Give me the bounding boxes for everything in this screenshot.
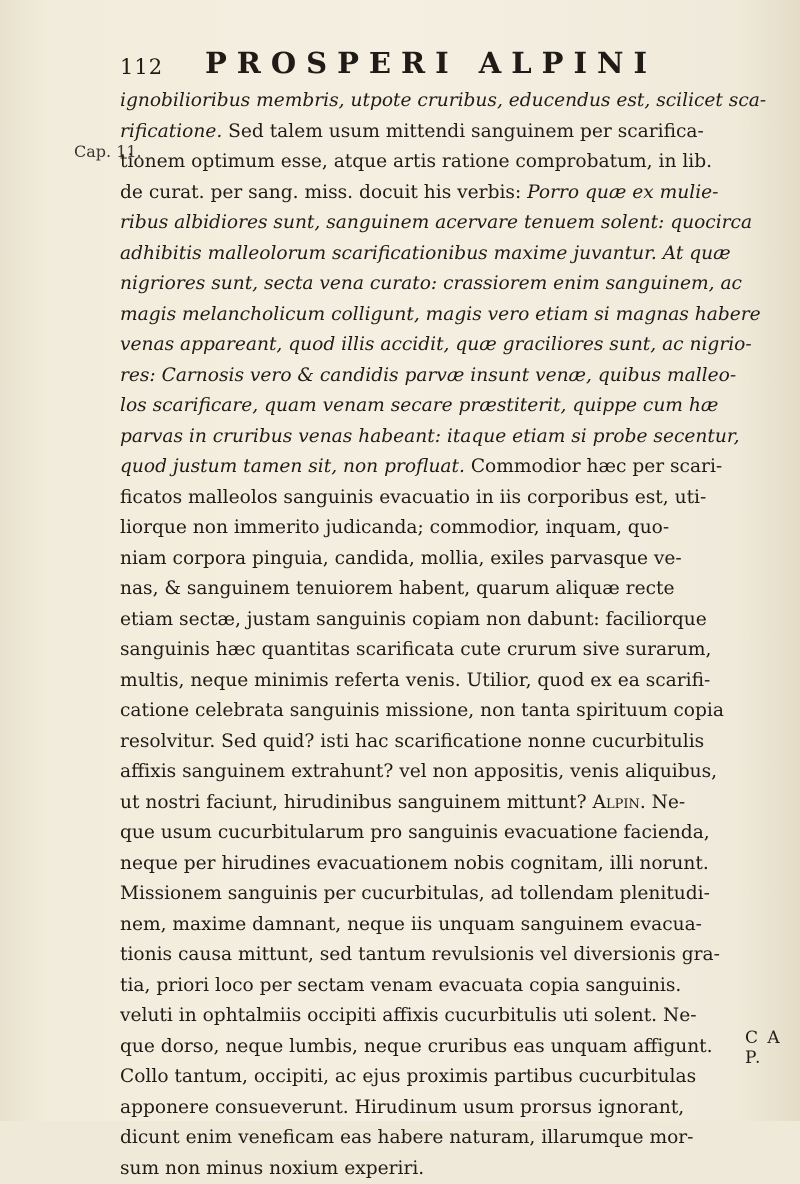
- text-segment: ignobilioribus membris, utpote cruribus, educendus est, scilicet sca-: [120, 90, 766, 111]
- text-line: [120, 940, 780, 971]
- text-line: [120, 757, 780, 788]
- text-segment: Alpin.: [593, 792, 646, 813]
- text-segment: Commodior hæc per scari-: [465, 456, 722, 477]
- text-line: [120, 696, 780, 727]
- text-line: [120, 788, 780, 819]
- text-segment: que usum cucurbitularum pro sanguinis evacuatione facienda,: [120, 822, 710, 843]
- text-line: [120, 1001, 780, 1032]
- text-line: [120, 269, 780, 300]
- body-text: [120, 86, 780, 1184]
- text-segment: apponere consueverunt. Hirudinum usum prorsus ignorant,: [120, 1097, 684, 1118]
- text-segment: Missionem sanguinis per cucurbitulas, ad tollendam plenitudi-: [120, 883, 710, 904]
- text-segment: adhibitis malleolorum scarificationibus maxime juvantur. At quæ: [120, 243, 731, 264]
- text-line: [120, 727, 780, 758]
- text-line: [120, 330, 780, 361]
- text-segment: Collo tantum, occipiti, ac ejus proximis partibus cucurbitulas: [120, 1066, 696, 1087]
- text-segment: Porro quæ ex mulie-: [527, 182, 718, 203]
- text-segment: dicunt enim veneficam eas habere naturam, illarumque mor-: [120, 1127, 693, 1148]
- text-segment: resolvitur. Sed quid? isti hac scarificatione nonne cucurbitulis: [120, 731, 704, 752]
- text-segment: multis, neque minimis referta venis. Utilior, quod ex ea scarifi-: [120, 670, 710, 691]
- text-segment: nas, & sanguinem tenuiorem habent, quarum aliquæ recte: [120, 578, 674, 599]
- text-line: [120, 361, 780, 392]
- text-segment: affixis sanguinem extrahunt? vel non appositis, venis aliquibus,: [120, 761, 717, 782]
- text-segment: nigriores sunt, secta vena curato: crassiorem enim sanguinem, ac: [120, 273, 742, 294]
- text-segment: rificatione.: [120, 121, 222, 142]
- text-segment: liorque non immerito judicanda; commodior, inquam, quo-: [120, 517, 669, 538]
- text-line: [120, 239, 780, 270]
- margin-note: Cap. 11.: [74, 142, 142, 161]
- text-segment: Ne-: [646, 792, 685, 813]
- text-line: [120, 1032, 780, 1063]
- text-line: [120, 117, 780, 148]
- text-segment: quod justum tamen sit, non profluat.: [120, 456, 465, 477]
- text-line: [120, 879, 780, 910]
- text-segment: tionem optimum esse, atque artis ratione comprobatum, in lib.: [120, 151, 712, 172]
- text-segment: que dorso, neque lumbis, neque cruribus eas unquam affigunt.: [120, 1036, 713, 1057]
- text-segment: venas appareant, quod illis accidit, quæ graciliores sunt, ac nigrio-: [120, 334, 752, 355]
- text-segment: catione celebrata sanguinis missione, non tanta spirituum copia: [120, 700, 724, 721]
- text-segment: sum non minus noxium experiri.: [120, 1158, 424, 1179]
- text-segment: magis melancholicum colligunt, magis vero etiam si magnas habere: [120, 304, 761, 325]
- text-segment: nem, maxime damnant, neque iis unquam sanguinem evacua-: [120, 914, 702, 935]
- text-line: [120, 513, 780, 544]
- text-line: [120, 849, 780, 880]
- text-segment: de curat. per sang. miss. docuit his verbis:: [120, 182, 527, 203]
- text-line: [120, 971, 780, 1002]
- text-segment: niam corpora pinguia, candida, mollia, exiles parvasque ve-: [120, 548, 682, 569]
- text-segment: los scarificare, quam venam secare præstiterit, quippe cum hæ: [120, 395, 718, 416]
- text-line: [120, 574, 780, 605]
- text-line: [120, 422, 780, 453]
- text-line: [120, 300, 780, 331]
- text-segment: ficatos malleolos sanguinis evacuatio in iis corporibus est, uti-: [120, 487, 706, 508]
- text-line: [120, 178, 780, 209]
- text-segment: neque per hirudines evacuationem nobis cognitam, illi norunt.: [120, 853, 709, 874]
- text-segment: tionis causa mittunt, sed tantum revulsionis vel diversionis gra-: [120, 944, 720, 965]
- text-segment: Sed talem usum mittendi sanguinem per scarifica-: [222, 121, 704, 142]
- text-segment: veluti in ophtalmiis occipiti affixis cucurbitulis uti solent. Ne-: [120, 1005, 697, 1026]
- page-number: 112: [120, 55, 163, 79]
- text-line: [120, 208, 780, 239]
- text-line: [120, 605, 780, 636]
- text-line: [120, 86, 780, 117]
- text-line: [120, 635, 780, 666]
- text-line: [120, 147, 780, 178]
- catchword: C A P.: [745, 1028, 800, 1068]
- text-line: [120, 391, 780, 422]
- text-line: [120, 1123, 780, 1154]
- text-line: [120, 544, 780, 575]
- text-line: [120, 818, 780, 849]
- text-line: [120, 483, 780, 514]
- running-head: PROSPERI ALPINI: [205, 46, 657, 80]
- text-line: [120, 666, 780, 697]
- text-line: [120, 910, 780, 941]
- text-segment: sanguinis hæc quantitas scarificata cute crurum sive surarum,: [120, 639, 711, 660]
- text-segment: ribus albidiores sunt, sanguinem acervare tenuem solent: quocirca: [120, 212, 752, 233]
- text-segment: parvas in cruribus venas habeant: itaque etiam si probe secentur,: [120, 426, 740, 447]
- text-line: [120, 1062, 780, 1093]
- text-segment: etiam sectæ, justam sanguinis copiam non dabunt: faciliorque: [120, 609, 707, 630]
- text-line: [120, 1093, 780, 1124]
- text-segment: ut nostri faciunt, hirudinibus sanguinem mittunt?: [120, 792, 593, 813]
- text-line: [120, 452, 780, 483]
- text-line: [120, 1154, 780, 1184]
- text-segment: res: Carnosis vero & candidis parvæ insunt venæ, quibus malleo-: [120, 365, 736, 386]
- text-segment: tia, priori loco per sectam venam evacuata copia sanguinis.: [120, 975, 681, 996]
